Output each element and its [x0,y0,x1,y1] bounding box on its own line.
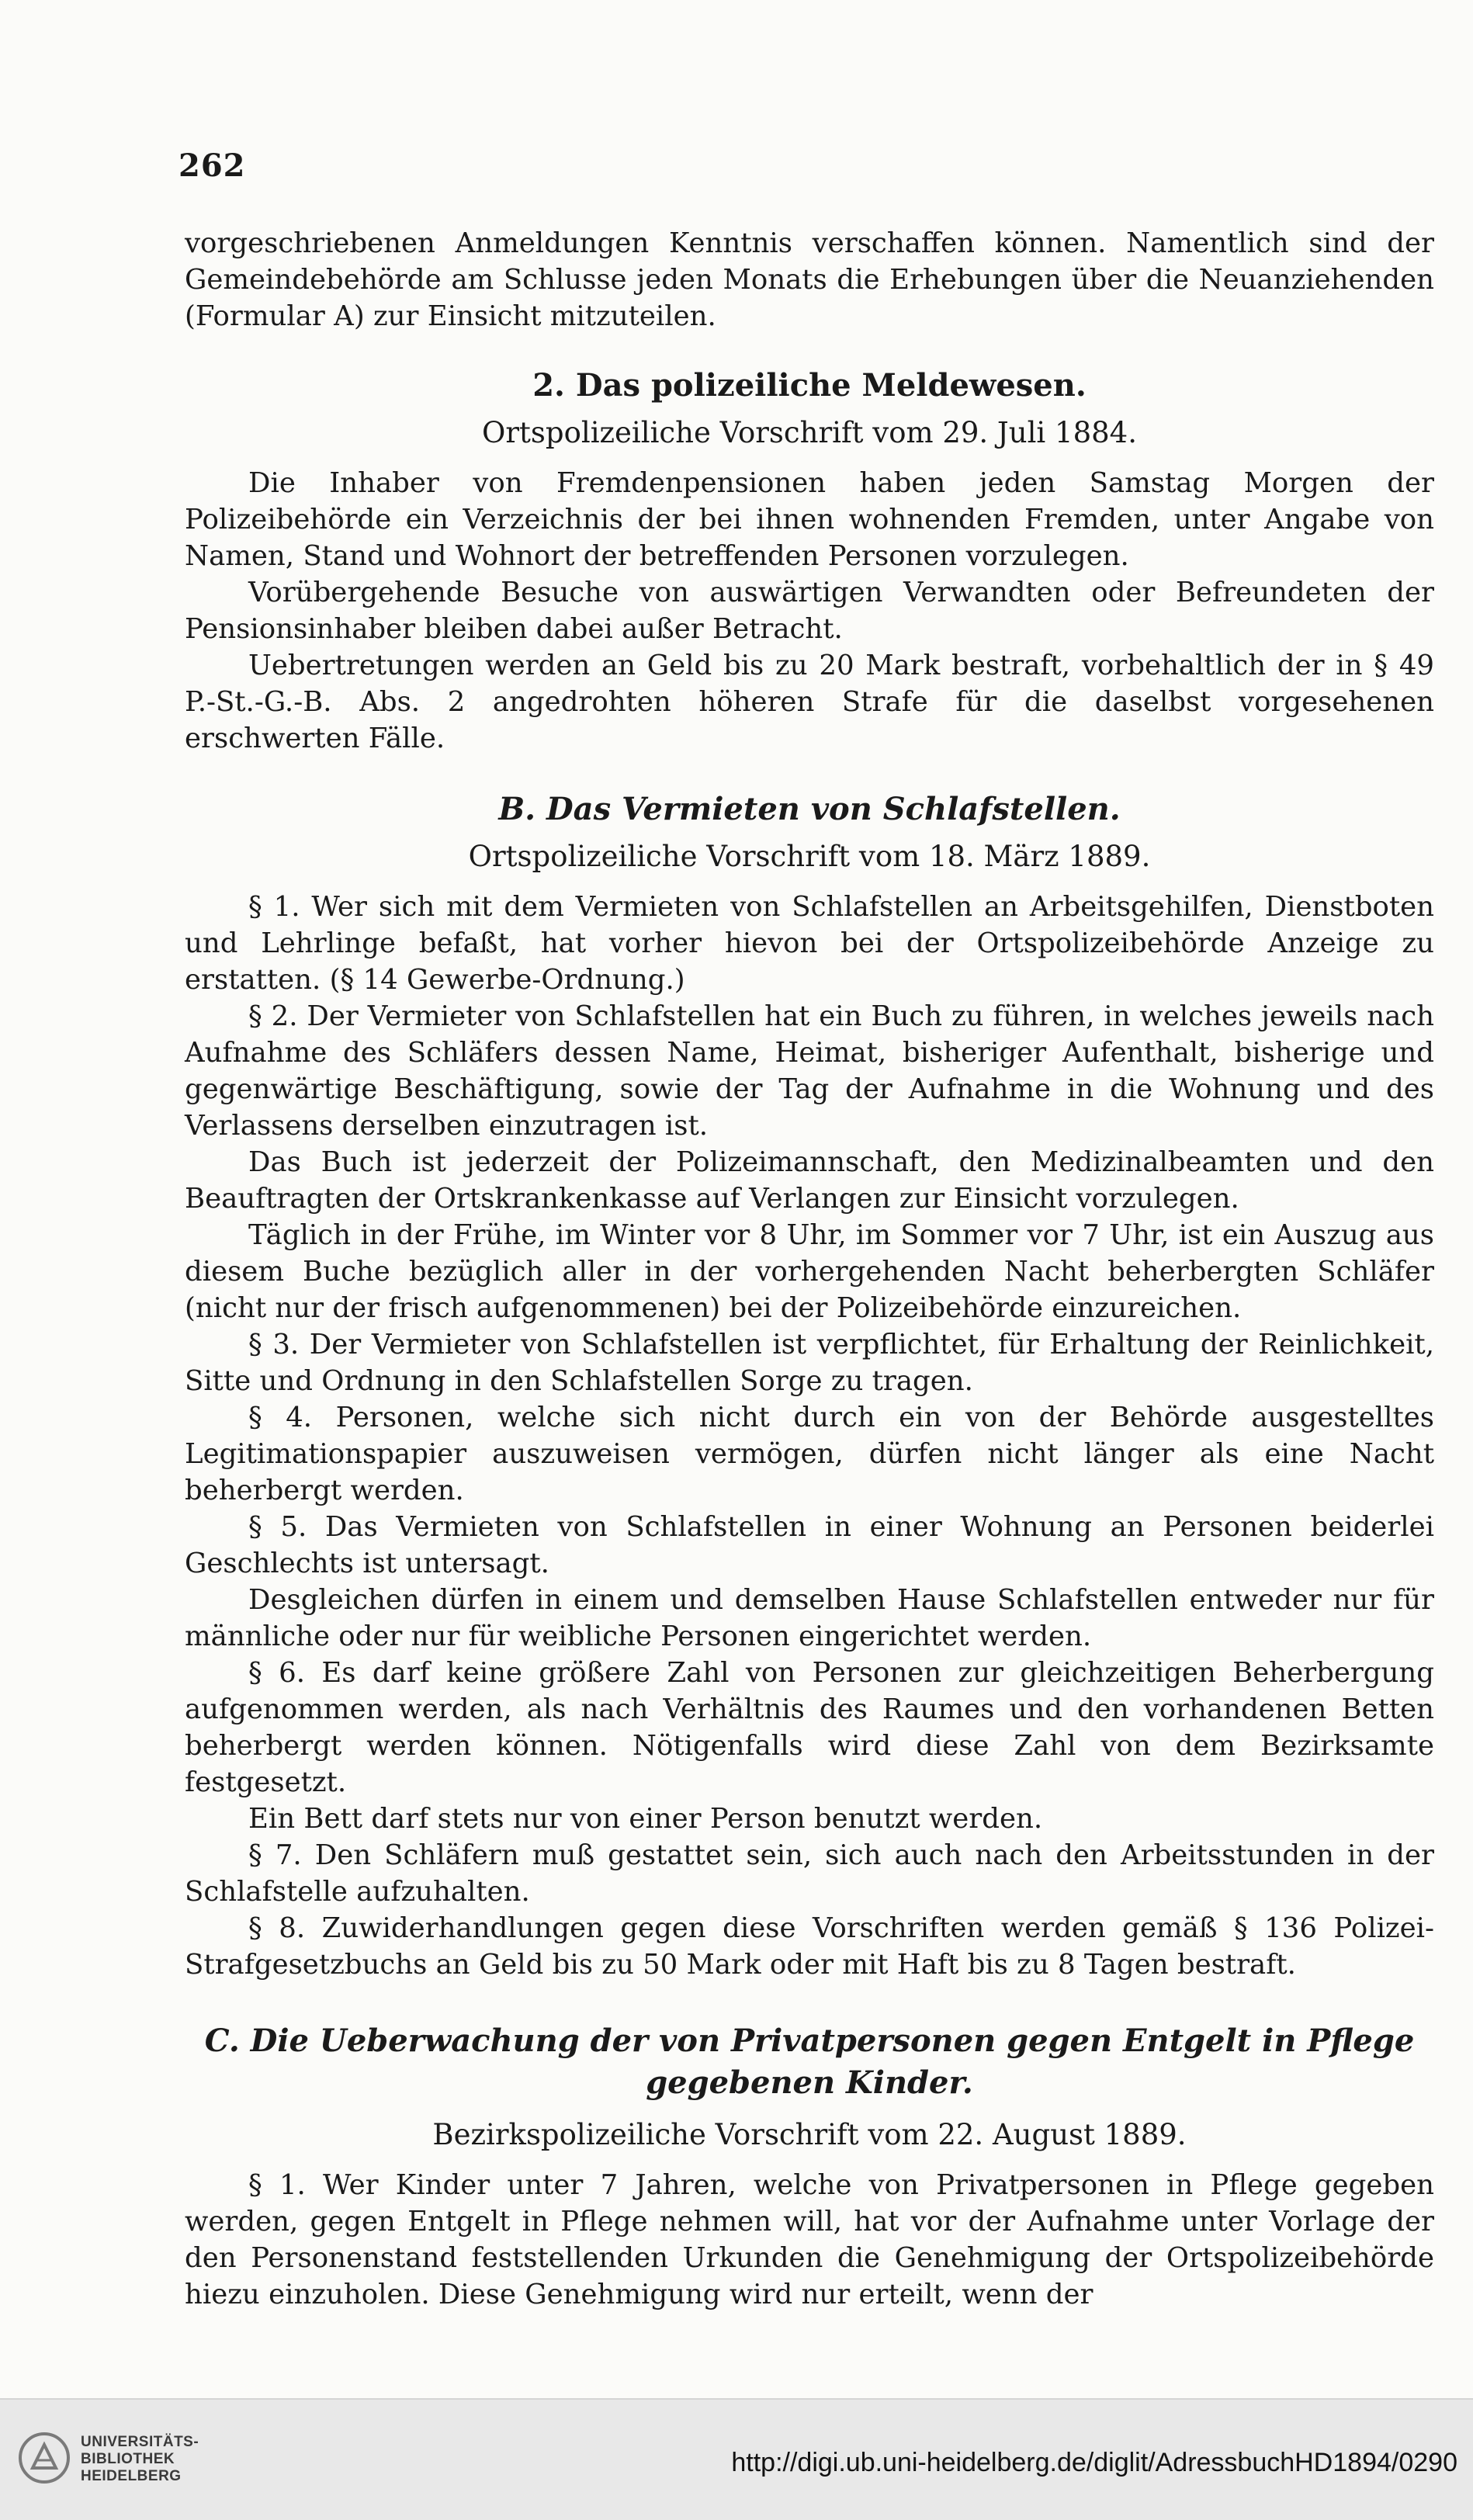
university-seal-icon [17,2431,71,2485]
section-b-paragraph: § 5. Das Vermieten von Schlafstellen in einer Wohnung an Personen beiderlei Geschlechts ist untersagt. [185,1511,1434,1579]
page-number: 262 [178,147,246,184]
section-b-heading: B. Das Vermieten von Schlafstellen. [498,791,1121,827]
section-c-paragraph: § 1. Wer Kinder unter 7 Jahren, welche von Privatpersonen in Pflege gegeben werden, gegen Entgelt in Pflege nehmen will, hat vor der Aufnahme unter Vorlage der den Personenstand feststellenden Urkunden die Genehmigung der Ortspolizeibehörde hiezu einzuholen. Diese Genehmigung wird nur erteilt, wenn der [185,2169,1434,2310]
source-url[interactable]: http://digi.ub.uni-heidelberg.de/diglit/AdressbuchHD1894/0290 [731,2448,1457,2477]
section-b-paragraph: Desgleichen dürfen in einem und demselben Hause Schlafstellen entweder nur für männliche oder nur für weibliche Personen eingerichtet werden. [185,1584,1434,1652]
section-b-paragraph: § 8. Zuwiderhandlungen gegen diese Vorschriften werden gemäß § 136 Polizei-Strafgesetzbuchs an Geld bis zu 50 Mark oder mit Haft bis zu 8 Tagen bestraft. [185,1912,1434,1981]
section-b-paragraph: Das Buch ist jederzeit der Polizeimannschaft, den Medizinalbeamten und den Beauftragten der Ortskrankenkasse auf Verlangen zur Einsicht vorzulegen. [185,1146,1434,1215]
section-2-paragraph: Die Inhaber von Fremdenpensionen haben jeden Samstag Morgen der Polizeibehörde ein Verzeichnis der bei ihnen wohnenden Fremden, unter Angabe von Namen, Stand und Wohnort der betreffenden Personen vorzulegen. [185,467,1434,572]
intro-paragraph: vorgeschriebenen Anmeldungen Kenntnis verschaffen können. Namentlich sind der Gemeindebehörde am Schlusse jeden Monats die Erhebungen über die Neuanziehenden (Formular A) zur Einsicht mitzuteilen. [185,227,1434,332]
section-2-paragraph: Uebertretungen werden an Geld bis zu 20 Mark bestraft, vorbehaltlich der in § 49 P.-St.-G.-B. Abs. 2 angedrohten höheren Strafe für die daselbst vorgesehenen erschwerten Fälle. [185,650,1434,754]
section-b-paragraph: § 2. Der Vermieter von Schlafstellen hat ein Buch zu führen, in welches jeweils nach Aufnahme des Schläfers dessen Name, Heimat, bisheriger Aufenthalt, bisherige und gegenwärtige Beschäftigung, sowie der Tag der Aufnahme in die Wohnung und des Verlassens derselben einzutragen ist. [185,1000,1434,1142]
library-logo-text [81,2434,199,2485]
section-b-paragraph: Täglich in der Frühe, im Winter vor 8 Uhr, im Sommer vor 7 Uhr, ist ein Auszug aus diesem Buche bezüglich aller in der vorhergehenden Nacht beherbergten Schläfer (nicht nur der frisch aufgenommenen) bei der Polizeibehörde einzureichen. [185,1219,1434,1324]
section-2-paragraph: Vorübergehende Besuche von auswärtigen Verwandten oder Befreundeten der Pensionsinhaber bleiben dabei außer Betracht. [185,577,1434,645]
section-b-paragraph: § 6. Es darf keine größere Zahl von Personen zur gleichzeitigen Beherbergung aufgenommen werden, als nach Verhältnis des Raumes und den vorhandenen Betten beherbergt werden können. Nötigenfalls wird diese Zahl von dem Bezirksamte festgesetzt. [185,1657,1434,1798]
logo-line: UNIVERSITÄTS- [81,2434,199,2450]
section-b-paragraph: § 7. Den Schläfern muß gestattet sein, sich auch nach den Arbeitsstunden in der Schlafstelle aufzuhalten. [185,1839,1434,1908]
section-b-paragraph: § 1. Wer sich mit dem Vermieten von Schlafstellen an Arbeitsgehilfen, Dienstboten und Lehrlinge befaßt, hat vorher hievon bei der Ortspolizeibehörde Anzeige zu erstatten. (§ 14 Gewerbe-Ordnung.) [185,891,1434,996]
footer-bar [0,2398,1473,2520]
section-b-paragraph: Ein Bett darf stets nur von einer Person benutzt werden. [248,1803,1043,1835]
logo-line: BIBLIOTHEK [81,2451,175,2467]
logo-line: HEIDELBERG [81,2468,182,2484]
section-2-heading: 2. Das polizeiliche Meldewesen. [532,367,1087,404]
page-body [185,225,1434,2313]
section-c-subheading: Bezirkspolizeiliche Vorschrift vom 22. August 1889. [432,2118,1187,2151]
section-2-subheading: Ortspolizeiliche Vorschrift vom 29. Juli 1884. [482,416,1137,449]
section-c-heading: C. Die Ueberwachung der von Privatpersonen gegen Entgelt in Pflege gegebenen Kinder. [204,2023,1415,2101]
section-b-paragraph: § 3. Der Vermieter von Schlafstellen ist verpflichtet, für Erhaltung der Reinlichkeit, Sitte und Ordnung in den Schlafstellen Sorge zu tragen. [185,1329,1434,1397]
section-b-paragraph: § 4. Personen, welche sich nicht durch ein von der Behörde ausgestelltes Legitimationspapier auszuweisen vermögen, dürfen nicht länger als eine Nacht beherbergt werden. [185,1402,1434,1506]
section-b-subheading: Ortspolizeiliche Vorschrift vom 18. März 1889. [468,840,1151,873]
